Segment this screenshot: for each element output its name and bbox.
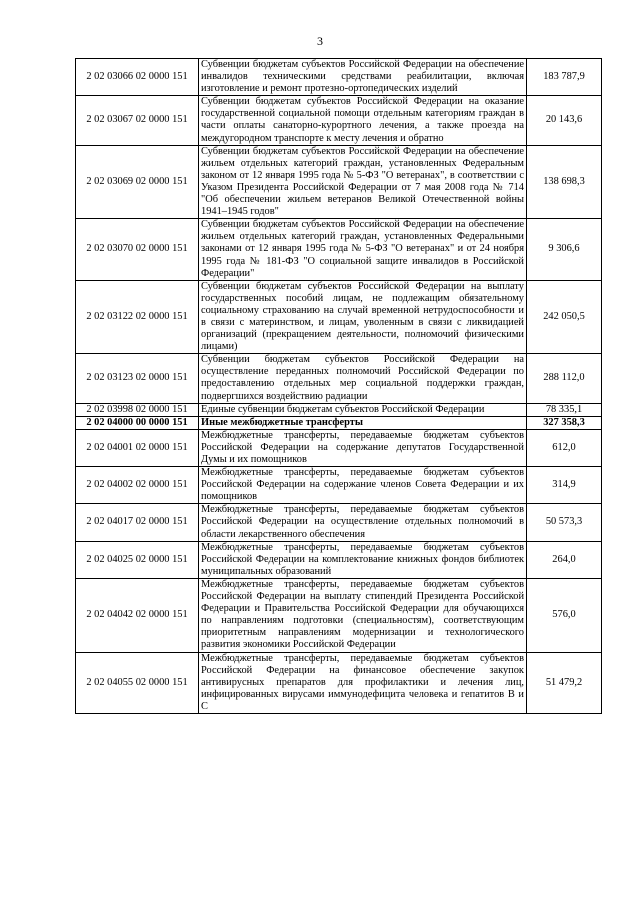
table-row [76, 59, 602, 96]
budget-code: 2 02 04055 02 0000 151 [76, 652, 199, 713]
table-row [76, 578, 602, 652]
budget-description: Межбюджетные трансферты, передаваемые бюджетам субъектов Российской Федерации на комплектование книжных фондов библиотек муниципальных образований [199, 541, 527, 578]
budget-code: 2 02 04017 02 0000 151 [76, 504, 199, 541]
budget-description: Межбюджетные трансферты, передаваемые бюджетам субъектов Российской Федерации на финансовое обеспечение закупок антивирусных препаратов для профилактики и лечения лиц, инфицированных вирусами иммунодефицита человека и гепатитов В и С [199, 652, 527, 713]
table-row [76, 280, 602, 354]
budget-amount: 183 787,9 [527, 59, 602, 96]
budget-description: Иные межбюджетные трансферты [199, 416, 527, 429]
budget-code: 2 02 03123 02 0000 151 [76, 354, 199, 403]
table-row [76, 467, 602, 504]
budget-description: Субвенции бюджетам субъектов Российской Федерации на осуществление переданных полномочий Российской Федерации по предоставлению отдельных мер социальной поддержки граждан, подвергшихся воздействию радиации [199, 354, 527, 403]
budget-amount: 242 050,5 [527, 280, 602, 354]
budget-code: 2 02 04001 02 0000 151 [76, 429, 199, 466]
budget-code: 2 02 03067 02 0000 151 [76, 96, 199, 145]
budget-description: Субвенции бюджетам субъектов Российской Федерации на обеспечение жильем отдельных категорий граждан, установленных Федеральным законом от 12 января 1995 года № 5-ФЗ "О ветеранах", в соответствии с Указом Президента Российской Федерации от 7 мая 2008 года № 714 "Об обеспечении жильем ветеранов Великой Отечественной войны 1941–1945 годов" [199, 145, 527, 219]
table-row [76, 145, 602, 219]
table-row [76, 96, 602, 145]
budget-amount: 327 358,3 [527, 416, 602, 429]
page-number: 3 [317, 34, 323, 48]
table-row [76, 504, 602, 541]
budget-code: 2 02 03069 02 0000 151 [76, 145, 199, 219]
budget-amount: 314,9 [527, 467, 602, 504]
budget-description: Субвенции бюджетам субъектов Российской Федерации на обеспечение инвалидов техническими средствами реабилитации, включая изготовление и ремонт протезно-ортопедических изделий [199, 59, 527, 96]
budget-amount: 20 143,6 [527, 96, 602, 145]
budget-description: Межбюджетные трансферты, передаваемые бюджетам субъектов Российской Федерации на выплату стипендий Президента Российской Федерации и Правительства Российской Федерации для обучающихся по направлениям подготовки (специальностям), соответствующим приоритетным направлениям модернизации и технологического развития экономики Российской Федерации [199, 578, 527, 652]
budget-amount: 78 335,1 [527, 403, 602, 416]
budget-amount: 576,0 [527, 578, 602, 652]
budget-amount: 51 479,2 [527, 652, 602, 713]
budget-table [75, 58, 602, 714]
budget-amount: 9 306,6 [527, 219, 602, 280]
table-row [76, 429, 602, 466]
budget-amount: 264,0 [527, 541, 602, 578]
budget-description: Субвенции бюджетам субъектов Российской Федерации на оказание государственной социальной помощи отдельным категориям граждан в части оплаты санаторно-курортного лечения, а также проезда на междугородном транспорте к месту лечения и обратно [199, 96, 527, 145]
budget-table-body [76, 59, 602, 714]
table-row [76, 219, 602, 280]
table-row-total [76, 416, 602, 429]
budget-amount: 50 573,3 [527, 504, 602, 541]
budget-code: 2 02 04025 02 0000 151 [76, 541, 199, 578]
budget-amount: 288 112,0 [527, 354, 602, 403]
table-row [76, 652, 602, 713]
budget-code: 2 02 03122 02 0000 151 [76, 280, 199, 354]
budget-description: Субвенции бюджетам субъектов Российской Федерации на выплату государственных пособий лицам, не подлежащим обязательному социальному страхованию на случай временной нетрудоспособности и в связи с материнством, и лицам, уволенным в связи с ликвидацией организаций (прекращением деятельности, полномочий физическими лицами) [199, 280, 527, 354]
budget-code: 2 02 03998 02 0000 151 [76, 403, 199, 416]
budget-description: Субвенции бюджетам субъектов Российской Федерации на обеспечение жильем отдельных категорий граждан, установленных Федеральными законами от 12 января 1995 года № 5-ФЗ "О ветеранах" и от 24 ноября 1995 года № 181-ФЗ "О социальной защите инвалидов в Российской Федерации" [199, 219, 527, 280]
budget-amount: 138 698,3 [527, 145, 602, 219]
budget-code: 2 02 04000 00 0000 151 [76, 416, 199, 429]
table-row [76, 354, 602, 403]
budget-description: Межбюджетные трансферты, передаваемые бюджетам субъектов Российской Федерации на осуществление отдельных полномочий в области лекарственного обеспечения [199, 504, 527, 541]
budget-code: 2 02 03070 02 0000 151 [76, 219, 199, 280]
budget-amount: 612,0 [527, 429, 602, 466]
budget-code: 2 02 04042 02 0000 151 [76, 578, 199, 652]
budget-code: 2 02 03066 02 0000 151 [76, 59, 199, 96]
budget-description: Межбюджетные трансферты, передаваемые бюджетам субъектов Российской Федерации на содержание депутатов Государственной Думы и их помощников [199, 429, 527, 466]
budget-description: Единые субвенции бюджетам субъектов Российской Федерации [199, 403, 527, 416]
budget-description: Межбюджетные трансферты, передаваемые бюджетам субъектов Российской Федерации на содержание членов Совета Федерации и их помощников [199, 467, 527, 504]
budget-code: 2 02 04002 02 0000 151 [76, 467, 199, 504]
table-row [76, 403, 602, 416]
table-row [76, 541, 602, 578]
